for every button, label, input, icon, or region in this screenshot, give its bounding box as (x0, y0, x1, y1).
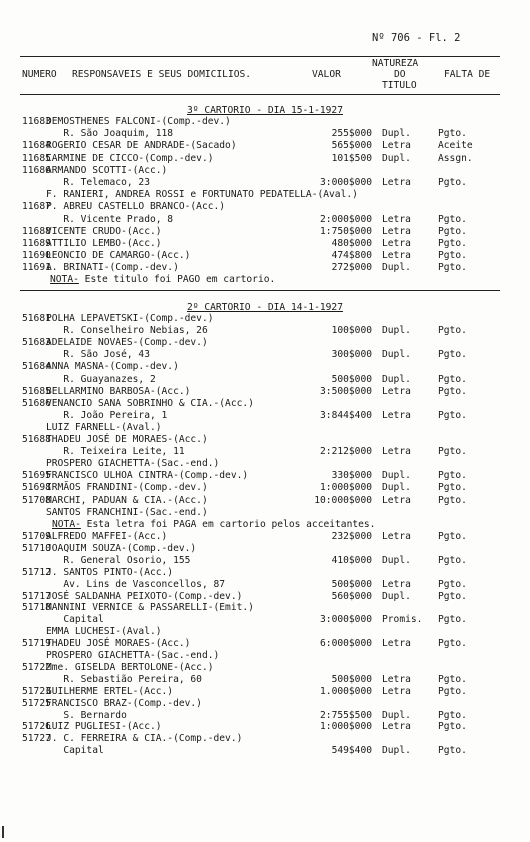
entry-status: Pgto. (438, 482, 467, 494)
entry-name: ATTILIO LEMBO-(Acc.) (46, 238, 162, 249)
entry-name: ADELAIDE NOVAES-(Comp.-dev.) (46, 337, 208, 349)
table-row (0, 262, 530, 274)
entry-status: Aceite (438, 140, 473, 152)
entry-name: P. ABREU CASTELLO BRANCO-(Acc.) (46, 201, 226, 213)
entry-name: R. Sebastião Pereira, 60 (46, 673, 202, 685)
table-row (0, 422, 530, 434)
page-reference: Nº 706 - Fl. 2 (372, 32, 461, 44)
entry-nature: Dupl. (382, 349, 411, 361)
entry-status: Assgn. (438, 152, 473, 164)
entry-status: Pgto. (438, 721, 467, 733)
entry-nature: Letra (382, 385, 411, 397)
entry-name: Capital (46, 614, 104, 626)
entry-number: 51710 (22, 542, 51, 554)
entry-number: 51683 (22, 337, 51, 349)
table-row (0, 733, 530, 745)
section-title-3-cartorio: 3º CARTORIO - DIA 15-1-1927 (187, 105, 343, 116)
table-row (0, 153, 530, 165)
entry-number: 51712 (22, 566, 51, 578)
entry-value: 1.000$000 (320, 685, 372, 697)
nota-label: NOTA- (50, 274, 79, 285)
entry-name: Mme. GISELDA BERTOLONE-(Acc.) (46, 661, 214, 673)
entry-value: 565$000 (331, 140, 372, 152)
entry-value: 500$000 (331, 578, 372, 590)
entry-name: Av. Lins de Vasconcellos, 87 (46, 578, 226, 590)
entry-name: ROGERIO CESAR DE ANDRADE-(Sacado) (46, 140, 237, 152)
entry-nature: Dupl. (382, 482, 411, 494)
entry-nature: Letra (382, 721, 411, 733)
entry-number: 11688 (22, 225, 51, 237)
entry-nature: Letra (382, 225, 411, 237)
table-row (0, 398, 530, 410)
entry-nature: Dupl. (382, 590, 411, 602)
entry-name: LEONCIO DE CAMARGO-(Acc.) (46, 250, 191, 262)
entry-status: Pgto. (438, 262, 467, 274)
entry-value: 3:500$000 (320, 385, 372, 397)
table-row (0, 361, 530, 373)
entry-name: MANNINI VERNICE & PASSARELLI-(Emit.) (46, 602, 254, 614)
entry-number: 11689 (22, 238, 51, 249)
entry-value: 560$000 (331, 590, 372, 602)
table-row (0, 602, 530, 614)
entry-value: 2:755$500 (320, 709, 372, 721)
table-row (0, 177, 530, 189)
entry-value: 1:000$000 (320, 482, 372, 494)
entry-name: ANNA MASNA-(Comp.-dev.) (46, 361, 179, 373)
entry-value: 500$000 (331, 673, 372, 685)
entry-number: 51695 (22, 470, 51, 482)
entry-value: 1:750$000 (320, 225, 372, 237)
entry-name: PROSPERO GIACHETTA-(Sac.-end.) (46, 650, 220, 661)
table-row (0, 250, 530, 262)
entry-number: 51725 (22, 697, 51, 709)
entry-number: 11685 (22, 152, 51, 164)
entry-number: 51685 (22, 385, 51, 397)
entry-name: MARCHI, PADUAN & CIA.-(Acc.) (46, 494, 208, 506)
entry-name: J. C. FERREIRA & CIA.-(Comp.-dev.) (46, 733, 243, 745)
entry-name: PROSPERO GIACHETTA-(Sac.-end.) (46, 458, 220, 470)
entry-name: FRANCISCO BRAZ-(Comp.-dev.) (46, 697, 202, 709)
table-row (0, 686, 530, 698)
entry-name: ARMANDO SCOTTI-(Acc.) (46, 164, 168, 176)
table-row (0, 313, 530, 325)
entry-name: ALFREDO MAFFEI-(Acc.) (46, 531, 168, 542)
section-divider (20, 290, 500, 291)
table-row (0, 710, 530, 722)
table-row (0, 495, 530, 507)
entry-nature: Dupl. (382, 128, 411, 140)
entry-nature: Dupl. (382, 470, 411, 482)
entry-name: R. Vicente Prado, 8 (46, 213, 174, 225)
entry-status: Pgto. (438, 409, 467, 421)
entry-value: 1:000$000 (320, 721, 372, 733)
table-row (0, 482, 530, 494)
entry-name: SANTOS FRANCHINI-(Sac.-end.) (46, 506, 208, 518)
table-row (0, 434, 530, 446)
entry-nature: Dupl. (382, 325, 411, 337)
table-row (0, 201, 530, 213)
entry-value: 100$000 (331, 325, 372, 337)
entry-status: Pgto. (438, 673, 467, 685)
entry-nature: Letra (382, 494, 411, 506)
entry-number: 51717 (22, 590, 51, 602)
entry-number: 51727 (22, 733, 51, 745)
entry-name: R. Guayanazes, 2 (46, 373, 156, 385)
table-row (0, 579, 530, 591)
entry-value: 410$000 (331, 554, 372, 566)
entry-nature: Letra (382, 250, 411, 262)
entry-name: POLHA LEPAVETSKI-(Comp.-dev.) (46, 313, 214, 324)
entry-number: 51718 (22, 602, 51, 614)
table-row (0, 458, 530, 470)
header-natureza-line1: NATUREZA (372, 58, 419, 69)
entry-name: GUILHERME ERTEL-(Acc.) (46, 685, 174, 697)
table-row (0, 116, 530, 128)
header-valor: VALOR (312, 69, 341, 80)
table-row (0, 507, 530, 519)
entry-nature: Letra (382, 685, 411, 697)
table-row (0, 374, 530, 386)
entry-name: EMMA LUCHESI-(Aval.) (46, 626, 162, 638)
entry-nature: Dupl. (382, 709, 411, 721)
entry-status: Pgto. (438, 128, 467, 140)
entry-nature: Letra (382, 446, 411, 458)
entry-value: 272$000 (331, 262, 372, 274)
entry-nature: Promis. (382, 614, 423, 626)
header-responsaveis: RESPONSAVEIS E SEUS DOMICILIOS. (72, 69, 252, 80)
entry-value: 3:844$400 (320, 409, 372, 421)
entry-status: Pgto. (438, 250, 467, 262)
entry-name: IRMÃOS FRANDINI-(Comp.-dev.) (46, 482, 208, 494)
entry-nature: Letra (382, 177, 411, 188)
table-row (0, 745, 530, 757)
entry-status: Pgto. (438, 373, 467, 385)
entry-name: R. Teixeira Leite, 11 (46, 446, 185, 458)
table-row (0, 638, 530, 650)
entry-status: Pgto. (438, 446, 467, 458)
entry-value: 2:000$000 (320, 213, 372, 225)
entry-status: Pgto. (438, 238, 467, 249)
entry-value: 480$000 (331, 238, 372, 249)
entry-number: 11683 (22, 116, 51, 127)
table-row (0, 349, 530, 361)
margin-mark (2, 826, 4, 838)
entry-value: 2:212$000 (320, 446, 372, 458)
table-row (0, 238, 530, 250)
entry-name: JOAQUIM SOUZA-(Comp.-dev.) (46, 542, 197, 554)
header-bottom-rule (20, 94, 500, 95)
entry-number: 51688 (22, 434, 51, 445)
entry-nature: Dupl. (382, 152, 411, 164)
nota-label: NOTA- (52, 519, 81, 530)
entry-nature: Dupl. (382, 262, 411, 274)
table-row (0, 470, 530, 482)
entry-nature: Letra (382, 638, 411, 650)
table-row (0, 140, 530, 152)
entry-name: Capital (46, 745, 104, 757)
table-row (0, 337, 530, 349)
entry-name: R. São Joaquim, 118 (46, 128, 174, 140)
table-row (0, 165, 530, 177)
entry-status: Pgto. (438, 709, 467, 721)
table-row (0, 626, 530, 638)
entry-nature: Dupl. (382, 373, 411, 385)
entry-number: 51722 (22, 661, 51, 673)
entry-name: R. General Osorio, 155 (46, 554, 191, 566)
entry-name: R. Telemaco, 23 (46, 177, 150, 188)
entry-name: VENANCIO SANA SOBRINHO & CIA.-(Acc.) (46, 397, 254, 409)
entry-name: VICENTE CRUDO-(Acc.) (46, 225, 162, 237)
table-row (0, 410, 530, 422)
entry-name: S. Bernardo (46, 709, 127, 721)
entry-status: Pgto. (438, 590, 467, 602)
entry-name: R. São José, 43 (46, 349, 150, 361)
entry-value: 6:000$000 (320, 638, 372, 650)
header-natureza-line2: DO (394, 69, 406, 80)
entry-number: 51686 (22, 397, 51, 409)
entry-nature: Letra (382, 578, 411, 590)
table-row (0, 189, 530, 201)
entry-value: 10:000$000 (314, 494, 372, 506)
header-natureza-line3: TITULO (382, 80, 417, 91)
table-row (0, 567, 530, 579)
entry-value: 549$400 (331, 745, 372, 757)
entry-status: Pgto. (438, 325, 467, 337)
entry-number: 51709 (22, 531, 51, 542)
entry-name: JOSÉ SALDANHA PEIXOTO-(Comp.-dev.) (46, 590, 243, 602)
entry-status: Pgto. (438, 554, 467, 566)
table-row (0, 128, 530, 140)
entry-value: 500$000 (331, 373, 372, 385)
entry-name: CARMINE DE CICCO-(Comp.-dev.) (46, 152, 214, 164)
entry-value: 255$000 (331, 128, 372, 140)
table-row (0, 386, 530, 398)
entry-number: 51723 (22, 685, 51, 697)
nota-text: Esta letra foi PAGA em cartorio pelos acceitantes. (80, 519, 376, 530)
entry-name: DEMOSTHENES FALCONI-(Comp.-dev.) (46, 116, 231, 127)
entry-status: Pgto. (438, 177, 467, 188)
entry-number: 11684 (22, 140, 51, 152)
entry-value: 300$000 (331, 349, 372, 361)
entry-nature: Letra (382, 409, 411, 421)
section-title-2-cartorio: 2º CARTORIO - DIA 14-1-1927 (187, 302, 343, 313)
entry-value: 101$500 (331, 152, 372, 164)
entry-number: 51684 (22, 361, 51, 373)
nota-text: Este titulo foi PAGO em cartorio. (78, 274, 276, 285)
entry-name: LUIZ FARNELL-(Aval.) (46, 421, 162, 433)
table-row (0, 662, 530, 674)
table-row (0, 721, 530, 733)
entry-number: 11687 (22, 201, 51, 213)
table-row (0, 650, 530, 662)
entry-nature: Letra (382, 140, 411, 152)
table-row (0, 325, 530, 337)
entry-name: R. João Pereira, 1 (46, 409, 168, 421)
entry-status: Pgto. (438, 578, 467, 590)
header-falta: FALTA DE (444, 69, 491, 80)
entry-status: Pgto. (438, 385, 467, 397)
entry-number: 51726 (22, 721, 51, 733)
entry-value: 474$800 (331, 250, 372, 262)
entry-number: 51719 (22, 638, 51, 650)
table-row (0, 226, 530, 238)
entry-nature: Dupl. (382, 554, 411, 566)
entry-number: 51698 (22, 482, 51, 494)
table-row (0, 674, 530, 686)
entry-name: BELLARMINO BARBOSA-(Acc.) (46, 385, 191, 397)
entry-nature: Dupl. (382, 745, 411, 757)
entry-nature: Letra (382, 673, 411, 685)
entry-status: Pgto. (438, 349, 467, 361)
entry-name: THADEU JOSÉ DE MORAES-(Acc.) (46, 434, 208, 445)
table-row (0, 614, 530, 626)
table-row (0, 446, 530, 458)
header-numero: NUMERO (22, 69, 57, 80)
entry-value: 3:000$000 (320, 614, 372, 626)
entry-number: 11691 (22, 262, 51, 274)
entry-name: FRANCISCO ULHOA CINTRA-(Comp.-dev.) (46, 470, 249, 482)
entry-status: Pgto. (438, 614, 467, 626)
entry-status: Pgto. (438, 213, 467, 225)
table-row (0, 531, 530, 543)
entry-name: F. RANIERI, ANDREA ROSSI e FORTUNATO PEDATELLA-(Aval.) (46, 189, 358, 201)
table-row (0, 543, 530, 555)
section-3-cartorio-nota (50, 274, 275, 286)
entry-number: 11686 (22, 164, 51, 176)
entry-status: Pgto. (438, 470, 467, 482)
entry-status: Pgto. (438, 685, 467, 697)
entry-number: 11690 (22, 250, 51, 262)
entry-value: 330$000 (331, 470, 372, 482)
header-top-rule (20, 56, 500, 57)
entry-name: A. BRINATI-(Comp.-dev.) (46, 262, 179, 274)
table-row (0, 698, 530, 710)
entry-status: Pgto. (438, 494, 467, 506)
section-2-cartorio-nota (52, 519, 375, 531)
entry-name: LUIZ PUGLIESI-(Acc.) (46, 721, 162, 733)
entry-nature: Letra (382, 238, 411, 249)
entry-status: Pgto. (438, 531, 467, 542)
entry-value: 3:000$000 (320, 177, 372, 188)
entry-name: J. SANTOS PINTO-(Acc.) (46, 566, 174, 578)
table-row (0, 555, 530, 567)
table-row (0, 214, 530, 226)
entry-number: 51708 (22, 494, 51, 506)
entry-nature: Letra (382, 213, 411, 225)
entry-name: THADEU JOSÉ MORAES-(Acc.) (46, 638, 191, 650)
entry-status: Pgto. (438, 745, 467, 757)
table-row (0, 591, 530, 603)
entry-nature: Letra (382, 531, 411, 542)
entry-name: R. Conselheiro Nebias, 26 (46, 325, 208, 337)
entry-number: 51681 (22, 313, 51, 324)
entry-value: 232$000 (331, 531, 372, 542)
entry-status: Pgto. (438, 225, 467, 237)
entry-status: Pgto. (438, 638, 467, 650)
